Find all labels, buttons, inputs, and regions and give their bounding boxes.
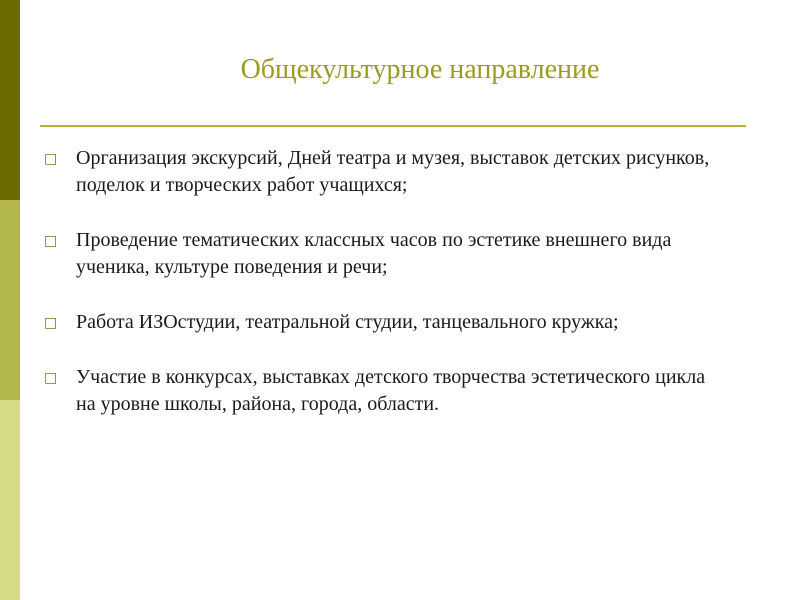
side-accent-segment-light	[0, 400, 20, 600]
bullet-text: Организация экскурсий, Дней театра и музея, выставок детских рисунков, поделок и творческих работ учащихся;	[76, 147, 710, 196]
side-accent-segment-medium	[0, 200, 20, 400]
bullet-list	[44, 145, 724, 446]
side-accent-bar	[0, 0, 20, 600]
square-outline-bullet-icon: □	[44, 370, 58, 386]
square-outline-bullet-icon: □	[44, 151, 58, 167]
bullet-text: Участие в конкурсах, выставках детского творчества эстетического цикла на уровне школы, района, города, области.	[76, 366, 706, 415]
title-divider	[40, 125, 746, 127]
square-outline-bullet-icon: □	[44, 315, 58, 331]
slide-title: Общекультурное направление	[240, 54, 600, 85]
bullet-text: Проведение тематических классных часов по эстетике внешнего вида ученика, культуре поведения и речи;	[76, 229, 672, 278]
square-outline-bullet-icon: □	[44, 233, 58, 249]
bullet-item	[44, 227, 724, 281]
bullet-item	[44, 309, 724, 336]
bullet-text: Работа ИЗОстудии, театральной студии, танцевального кружка;	[76, 311, 619, 333]
bullet-item	[44, 145, 724, 199]
bullet-item	[44, 364, 724, 418]
side-accent-segment-dark	[0, 0, 20, 200]
